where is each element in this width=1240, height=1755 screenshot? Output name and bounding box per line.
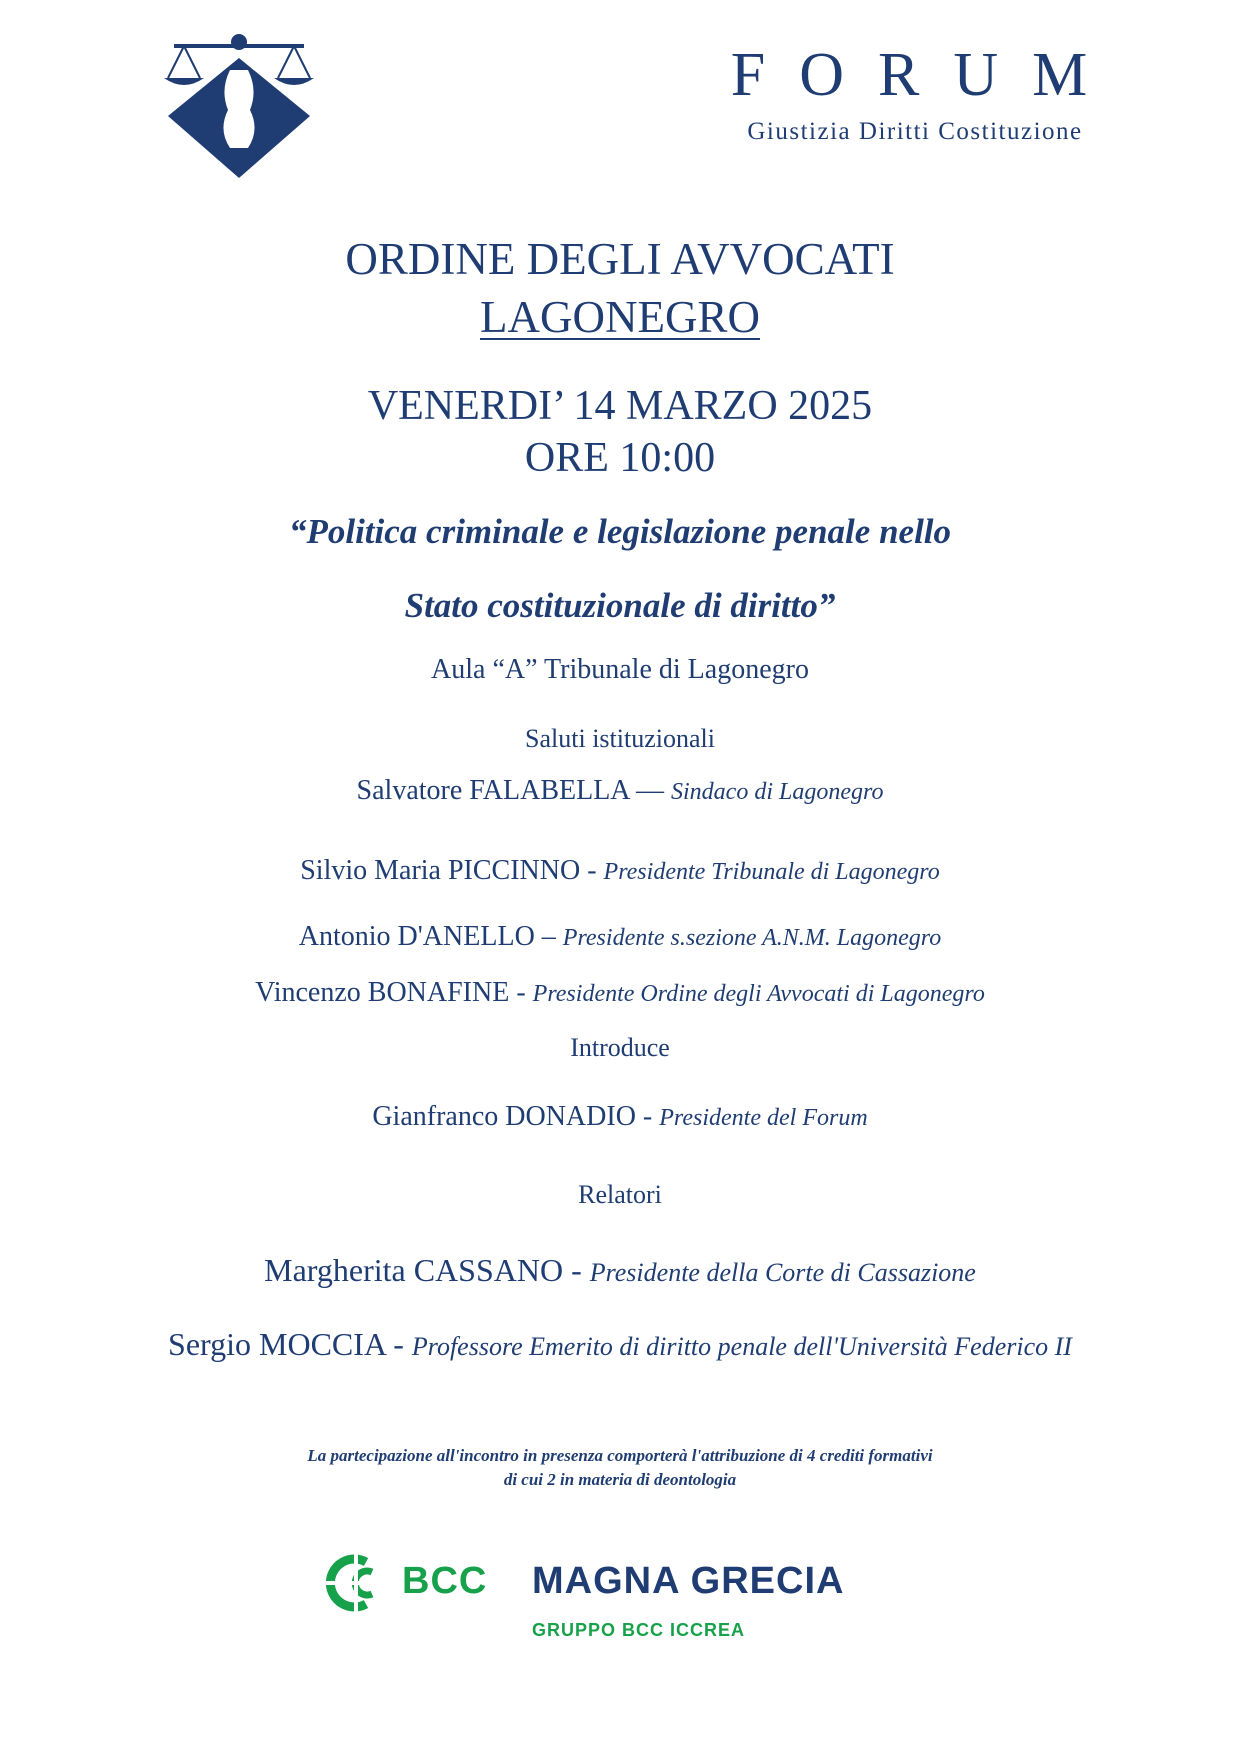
forum-title: FORUM bbox=[730, 41, 1122, 109]
greeting-person bbox=[0, 853, 1240, 890]
person-name: Gianfranco DONADIO bbox=[372, 1101, 636, 1132]
person-name: Vincenzo BONAFINE bbox=[255, 977, 510, 1008]
credits-note-line1: La partecipazione all'incontro in presenza comporterà l'attribuzione di 4 crediti formativi bbox=[307, 1446, 933, 1465]
separator: - bbox=[563, 1252, 590, 1288]
speaker-name: Margherita CASSANO bbox=[264, 1252, 564, 1288]
person-role: Presidente del Forum bbox=[659, 1105, 868, 1131]
person-role: Sindaco di Lagonegro bbox=[671, 779, 884, 805]
event-title-line1: “Politica criminale e legislazione penale nello bbox=[288, 512, 952, 551]
sponsor-name: MAGNA GRECIA bbox=[532, 1560, 845, 1602]
person-role: Presidente s.sezione A.N.M. Lagonegro bbox=[562, 925, 942, 951]
separator: - bbox=[385, 1326, 412, 1362]
greeting-person bbox=[0, 919, 1240, 956]
bcc-logo-icon bbox=[320, 1550, 394, 1616]
speakers-heading: Relatori bbox=[578, 1180, 662, 1209]
scales-of-justice-icon bbox=[160, 30, 318, 180]
greeting-person bbox=[0, 975, 1240, 1012]
event-date: VENERDI’ 14 MARZO 2025 bbox=[367, 383, 873, 429]
intro-heading: Introduce bbox=[570, 1033, 670, 1062]
sponsor-group: GRUPPO BCC ICCREA bbox=[532, 1620, 746, 1640]
credits-note-line2: di cui 2 in materia di deontologia bbox=[503, 1470, 737, 1489]
separator: – bbox=[534, 921, 563, 952]
credits-note bbox=[0, 1444, 1240, 1492]
speaker bbox=[0, 1250, 1240, 1293]
speaker-role: Professore Emerito di diritto penale dell'Università Federico II bbox=[411, 1332, 1072, 1361]
speaker-role: Presidente della Corte di Cassazione bbox=[589, 1258, 976, 1287]
speaker bbox=[0, 1324, 1240, 1367]
event-title-line2: Stato costituzionale di diritto” bbox=[404, 586, 836, 625]
person-name: Silvio Maria PICCINNO bbox=[300, 855, 581, 886]
speaker-name: Sergio MOCCIA bbox=[168, 1326, 386, 1362]
separator: - bbox=[580, 855, 604, 886]
separator: - bbox=[509, 977, 533, 1008]
forum-subtitle: Giustizia Diritti Costituzione bbox=[747, 118, 1083, 145]
person-name: Antonio D'ANELLO bbox=[298, 921, 535, 952]
organizer-name: ORDINE DEGLI AVVOCATI bbox=[345, 234, 895, 284]
organizer-city-text: LAGONEGRO bbox=[480, 292, 760, 342]
event-venue: Aula “A” Tribunale di Lagonegro bbox=[431, 654, 809, 685]
organizer-city bbox=[0, 290, 1240, 344]
greeting-person bbox=[0, 773, 1240, 810]
person-role: Presidente Tribunale di Lagonegro bbox=[603, 859, 940, 885]
event-time: ORE 10:00 bbox=[524, 435, 716, 481]
separator: - bbox=[635, 1101, 660, 1132]
person-name: Salvatore FALABELLA bbox=[356, 775, 629, 806]
separator: — bbox=[629, 775, 671, 806]
greetings-heading: Saluti istituzionali bbox=[525, 724, 715, 753]
person-role: Presidente Ordine degli Avvocati di Lagonegro bbox=[532, 981, 985, 1007]
intro-person bbox=[0, 1099, 1240, 1136]
bcc-label: BCC bbox=[402, 1560, 488, 1602]
sponsor-logo bbox=[320, 1548, 920, 1658]
